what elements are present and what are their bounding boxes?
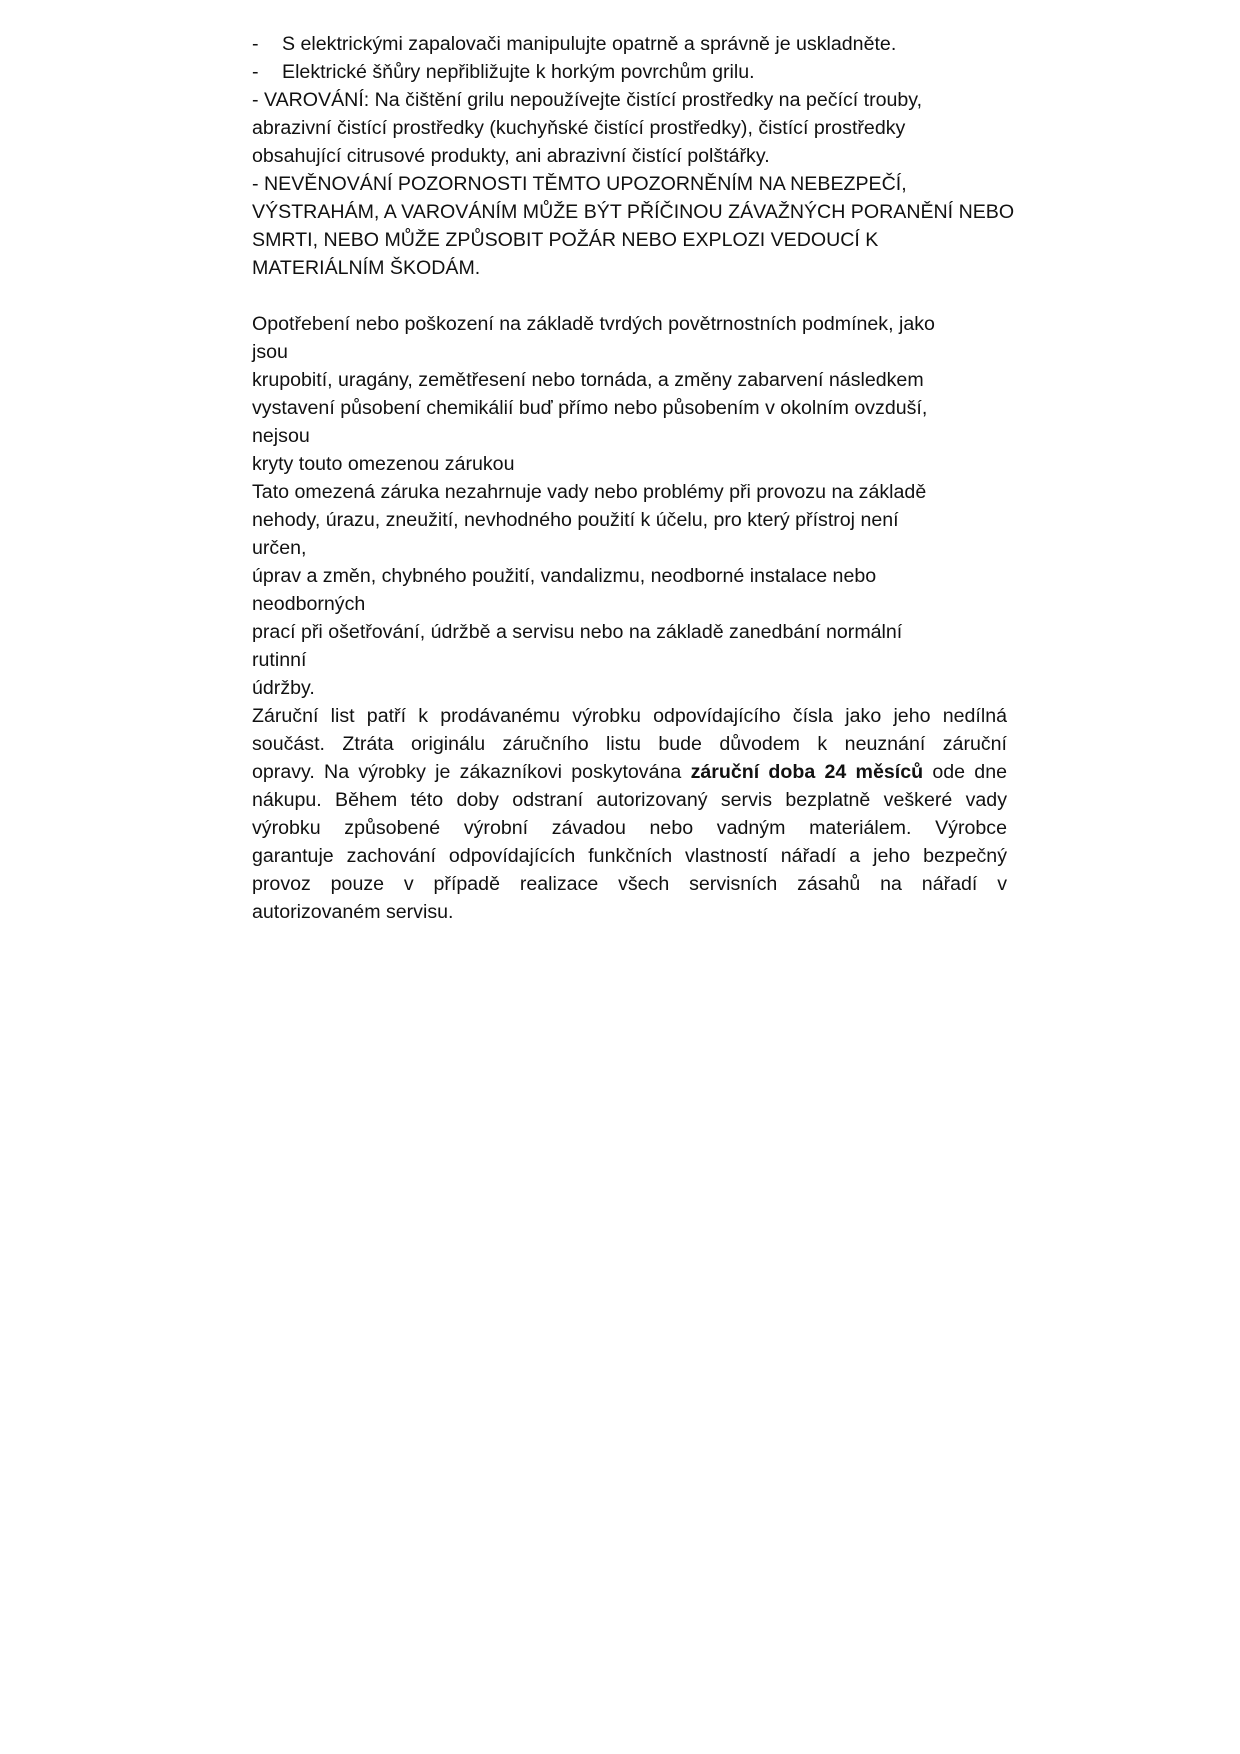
list-dash: -	[252, 33, 259, 55]
exclusion-line: nejsou	[252, 425, 310, 447]
warranty-card-line: Záruční list patří k prodávanému výrobku odpovídajícího čísla jako jeho nedílná	[252, 705, 1007, 727]
warranty-card-line: výrobku způsobené výrobní závadou nebo vadným materiálem. Výrobce	[252, 817, 1007, 839]
warranty-card-line: nákupu. Během této doby odstraní autorizovaný servis bezplatně veškeré vady	[252, 789, 1007, 811]
notice-line: MATERIÁLNÍM ŠKODÁM.	[252, 257, 481, 279]
safety-item-1	[252, 30, 1007, 58]
warranty-text: ode dne	[923, 761, 1007, 783]
notice-line: VÝSTRAHÁM, A VAROVÁNÍM MŮŽE BÝT PŘÍČINOU ZÁVAŽNÝCH PORANĚNÍ NEBO	[252, 201, 1015, 223]
exclusion-line: Tato omezená záruka nezahrnuje vady nebo problémy při provozu na základě	[252, 481, 927, 503]
warranty-card-line: autorizovaném servisu.	[252, 901, 454, 923]
warranty-card-line	[252, 758, 1007, 786]
notice-line: - NEVĚNOVÁNÍ POZORNOSTI TĚMTO UPOZORNĚNÍM NA NEBEZPEČÍ,	[252, 173, 907, 195]
safety-item-2	[252, 58, 1007, 86]
exclusion-line: prací při ošetřování, údržbě a servisu nebo na základě zanedbání normální	[252, 621, 903, 643]
warning-line: obsahující citrusové produkty, ani abrazivní čistící polštářky.	[252, 145, 770, 167]
exclusion-line: Opotřebení nebo poškození na základě tvrdých povětrnostních podmínek, jako	[252, 313, 935, 335]
safety-item-2-text: Elektrické šňůry nepřibližujte k horkým povrchům grilu.	[282, 61, 755, 83]
notice-line: SMRTI, NEBO MŮŽE ZPŮSOBIT POŽÁR NEBO EXPLOZI VEDOUCÍ K	[252, 229, 879, 251]
list-dash: -	[252, 61, 259, 83]
warranty-card-line: garantuje zachování odpovídajících funkčních vlastností nářadí a jeho bezpečný	[252, 845, 1007, 867]
warning-line: - VAROVÁNÍ: Na čištění grilu nepoužívejte čistící prostředky na pečící trouby,	[252, 89, 923, 111]
exclusion-line: údržby.	[252, 677, 315, 699]
exclusion-line: neodborných	[252, 593, 366, 615]
warranty-card-line: provoz pouze v případě realizace všech servisních zásahů na nářadí v	[252, 873, 1007, 895]
exclusion-line: krupobití, uragány, zemětřesení nebo tornáda, a změny zabarvení následkem	[252, 369, 924, 391]
exclusion-line: kryty touto omezenou zárukou	[252, 453, 515, 475]
document-text	[252, 30, 1015, 926]
warranty-text: opravy. Na výrobky je zákazníkovi poskytována	[252, 761, 691, 783]
exclusion-line: určen,	[252, 537, 307, 559]
warning-line: abrazivní čistící prostředky (kuchyňské čistící prostředky), čistící prostředky	[252, 117, 906, 139]
exclusion-line: jsou	[252, 341, 288, 363]
safety-item-1-text: S elektrickými zapalovači manipulujte opatrně a správně je uskladněte.	[282, 33, 897, 55]
exclusion-line: úprav a změn, chybného použití, vandalizmu, neodborné instalace nebo	[252, 565, 877, 587]
exclusion-line: vystavení působení chemikálií buď přímo nebo působením v okolním ovzduší,	[252, 397, 928, 419]
warranty-card-line: součást. Ztráta originálu záručního listu bude důvodem k neuznání záruční	[252, 733, 1007, 755]
exclusion-line: nehody, úrazu, zneužití, nevhodného použití k účelu, pro který přístroj není	[252, 509, 899, 531]
exclusion-line: rutinní	[252, 649, 307, 671]
warranty-period-bold: záruční doba 24 měsíců	[690, 761, 924, 783]
paragraph-gap	[252, 282, 1007, 310]
